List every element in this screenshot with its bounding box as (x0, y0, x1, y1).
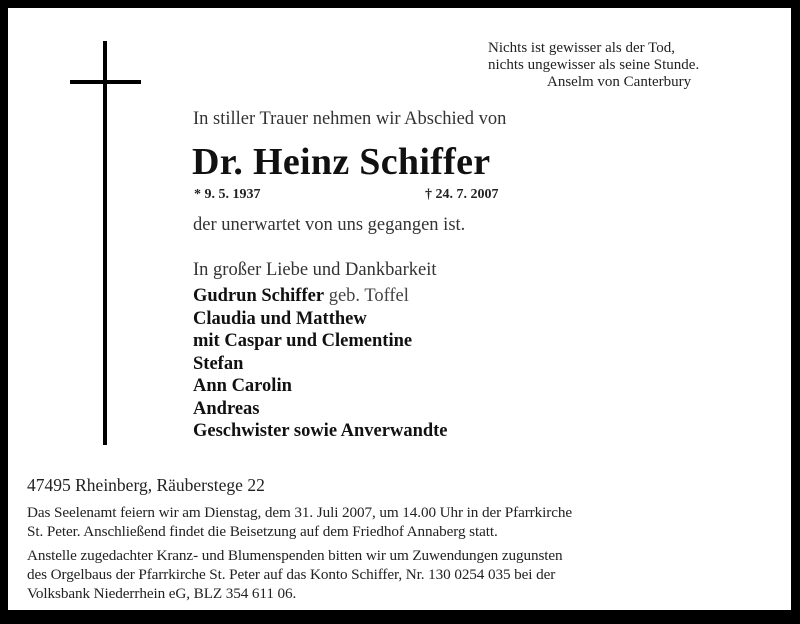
cross-icon-horizontal (70, 80, 141, 84)
intro-text: In stiller Trauer nehmen wir Abschied von (193, 109, 507, 129)
donations-line-3: Volksbank Niederrhein eG, BLZ 354 611 06. (27, 585, 297, 602)
quote-author: Anselm von Canterbury (547, 74, 692, 90)
birth-date: * 9. 5. 1937 (194, 187, 261, 202)
epigraph-quote (488, 40, 699, 91)
mourner-line: mit Caspar und Clementine (193, 331, 413, 351)
quote-line-1: Nichts ist gewisser als der Tod, (488, 40, 675, 56)
mourner-line: Ann Carolin (193, 376, 292, 396)
service-paragraph (27, 503, 572, 541)
family-address: 47495 Rheinberg, Räuberstege 22 (27, 475, 265, 495)
mourner-line: Andreas (193, 398, 260, 419)
donations-paragraph (27, 546, 563, 603)
love-line: In großer Liebe und Dankbarkeit (193, 260, 437, 280)
cross-icon-vertical (103, 41, 107, 445)
quote-line-2: nichts ungewisser als seine Stunde. (488, 57, 700, 73)
mourner-spouse (193, 285, 448, 308)
mourner-spouse-maiden: geb. Toffel (324, 286, 409, 306)
mourner-line: Claudia und Matthew (193, 308, 367, 329)
mourner-line: Geschwister sowie Anverwandte (193, 421, 448, 441)
mourners-list (193, 285, 448, 443)
deceased-name: Dr. Heinz Schiffer (192, 141, 491, 183)
donations-line-2: des Orgelbaus der Pfarrkirche St. Peter auf das Konto Schiffer, Nr. 130 0254 035 bei der (27, 566, 556, 583)
unexpected-text: der unerwartet von uns gegangen ist. (193, 215, 466, 235)
service-line-2: St. Peter. Anschließend findet die Beisetzung auf dem Friedhof Annaberg statt. (27, 523, 498, 540)
mourner-line: Stefan (193, 353, 244, 374)
mourner-spouse-name: Gudrun Schiffer (193, 286, 325, 306)
donations-line-1: Anstelle zugedachter Kranz- und Blumenspenden bitten wir um Zuwendungen zugunsten (27, 547, 563, 564)
death-date: † 24. 7. 2007 (425, 187, 499, 202)
service-line-1: Das Seelenamt feiern wir am Dienstag, dem 31. Juli 2007, um 14.00 Uhr in der Pfarrkirche (27, 504, 572, 521)
